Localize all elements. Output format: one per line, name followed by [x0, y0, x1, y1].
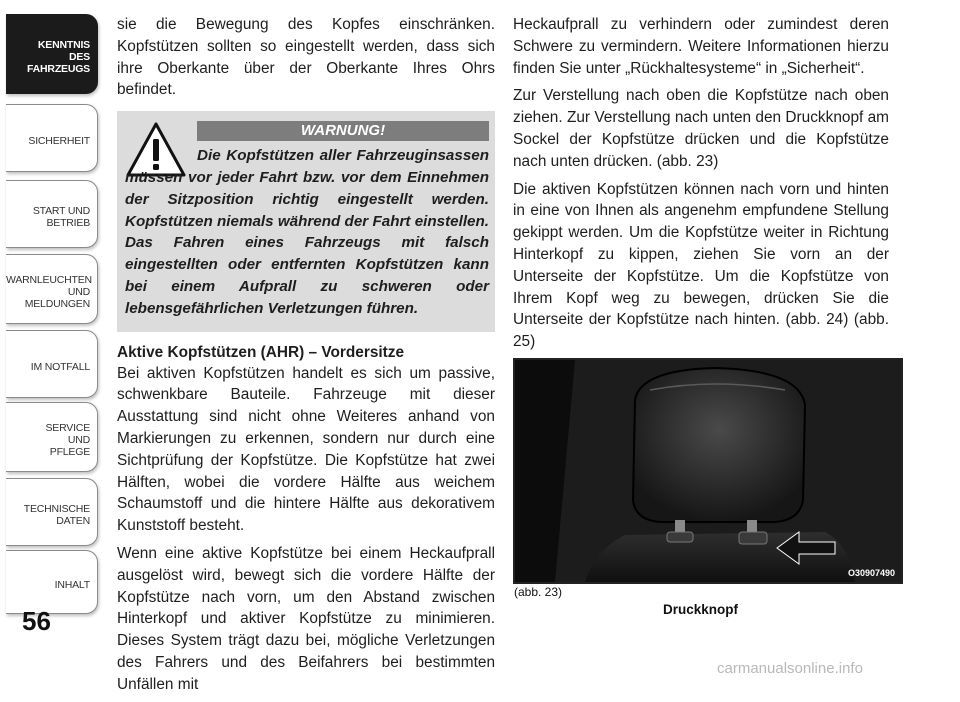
tab-line: DATEN — [56, 515, 90, 527]
warning-title: WARNUNG! — [197, 121, 489, 141]
tab-inhalt[interactable] — [6, 550, 98, 614]
body-paragraph: Die aktiven Kopfstützen können nach vorn und hinten in eine von Ihnen als angenehm empfundene Stellung gekippt werden. Um die Kopfstütze weiter in Richtung Hinterkopf zu kippen, ziehen Sie vorn an der Unterseite der Kopfstütze. Um die Kopfstütze von Ihrem Kopf weg zu bewegen, drücken Sie die Unterseite der Kopfstütze nach hinten. (abb. 24) (abb. 25) — [513, 180, 889, 351]
intro-paragraph: sie die Bewegung des Kopfes einschränken. Kopfstützen sollten so eingestellt werden, dass sich ihre Oberkante über der Oberkante Ihres Ohrs befindet. — [117, 16, 495, 99]
right-column — [513, 14, 889, 359]
tab-line: INHALT — [54, 579, 90, 591]
tab-kenntnis-des-fahrzeugs[interactable] — [6, 14, 98, 94]
headrest-figure — [513, 358, 903, 584]
page-number: 56 — [22, 606, 51, 636]
body-paragraph: Zur Verstellung nach oben die Kopfstütze nach oben ziehen. Zur Verstellung nach unten den Druckknopf am Sockel der Kopfstütze drücken und die Kopfstütze nach unten drücken. (abb. 23) — [513, 87, 889, 170]
tab-line: IM NOTFALL — [30, 361, 90, 373]
tab-technische-daten[interactable] — [6, 478, 98, 546]
tab-line: PFLEGE — [49, 446, 90, 458]
tab-line: SERVICE — [45, 422, 90, 434]
watermark: carmanualsonline.info — [717, 660, 863, 677]
tab-line: SICHERHEIT — [28, 135, 90, 147]
left-column — [117, 14, 495, 702]
figure-label: Druckknopf — [663, 602, 739, 617]
tab-warnleuchten-und-meldungen[interactable] — [6, 254, 98, 324]
warning-text: Die Kopfstützen aller Fahrzeuginsassen müssen vor jeder Fahrt bzw. vor dem Einnehmen der Sitzposition richtig eingestellt werden. Kopfstützen niemals während der Fahrt einstellen. Das Fahren eines Fahrzeugs mit falsch eingestellten oder entfernten Kopfstützen kann bei einem Aufprall zu schweren oder lebensgefährlichen Verletzungen führen. — [125, 147, 489, 317]
tab-start-und-betrieb[interactable] — [6, 180, 98, 248]
tab-line: UND — [67, 286, 90, 298]
figure-caption: (abb. 23) — [514, 585, 563, 599]
chapter-tabs — [0, 0, 104, 678]
tab-line: UND — [67, 434, 90, 446]
tab-service-und-pflege[interactable] — [6, 402, 98, 472]
tab-line: BETRIEB — [46, 217, 90, 229]
tab-line: FAHRZEUGS — [27, 63, 90, 75]
body-paragraph: Bei aktiven Kopfstützen handelt es sich um passive, schwenkbare Bauteile. Fahrzeuge mit dieser Ausstattung sind nicht ohne Weiteres anhand von Markierungen zu erkennen, sondern nur durch eine Sichtprüfung der Kopfstütze. Die Kopfstütze hat zwei Hälften, wobei die vordere Hälfte aus weichem Schaumstoff und die hintere Hälfte aus dekorativem Kunststoff besteht. — [117, 364, 495, 535]
tab-line: WARNLEUCHTEN — [6, 274, 92, 286]
tab-line: DES — [69, 51, 90, 63]
body-paragraph: Wenn eine aktive Kopfstütze bei einem Heckaufprall ausgelöst wird, bewegt sich die vordere Hälfte der Kopfstütze nach vorn, um den Abstand zwischen Hinterkopf und aktiver Kopfstütze zu minimieren. Dieses System trägt dazu bei, mögliche Verletzungen des Fahrers und des Beifahrers bei bestimmten Unfällen mit — [117, 544, 495, 693]
tab-line: START UND — [32, 205, 90, 217]
headrest-illustration — [515, 360, 901, 582]
arrow-icon — [777, 528, 837, 568]
figure-code: O30907490 — [847, 568, 895, 578]
tab-line: MELDUNGEN — [24, 298, 90, 310]
tab-sicherheit[interactable] — [6, 104, 98, 172]
tab-im-notfall[interactable] — [6, 330, 98, 398]
body-paragraph: Heckaufprall zu verhindern oder zumindest deren Schwere zu vermindern. Weitere Informationen hierzu finden Sie unter „Rückhaltesysteme“ in „Sicherheit“. — [513, 16, 889, 77]
tab-line: TECHNISCHE — [23, 503, 90, 515]
section-heading: Aktive Kopfstützen (AHR) – Vordersitze — [117, 343, 405, 361]
tab-line: KENNTNIS — [37, 39, 90, 51]
warning-box — [117, 111, 495, 331]
